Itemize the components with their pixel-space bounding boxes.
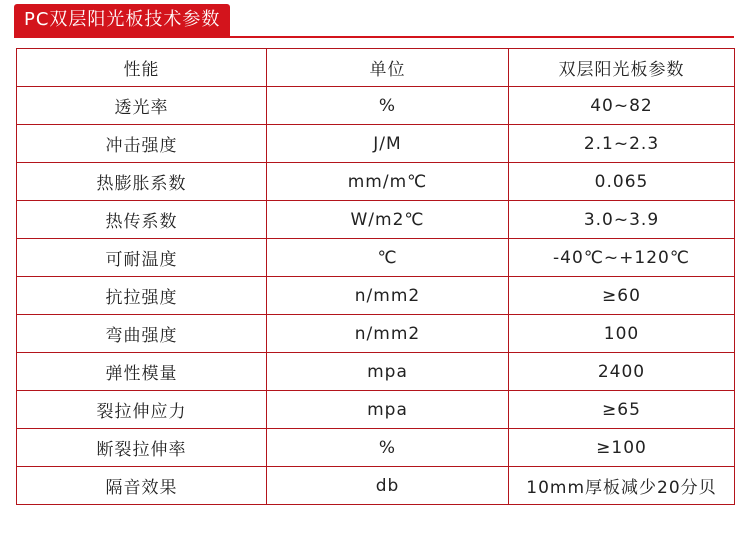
table-row bbox=[17, 125, 735, 163]
unit-cell: ℃ bbox=[267, 239, 509, 277]
value-cell: 2.1~2.3 bbox=[509, 125, 735, 163]
property-cell: 热膨胀系数 bbox=[17, 163, 267, 201]
unit-cell: n/mm2 bbox=[267, 277, 509, 315]
value-cell: 3.0~3.9 bbox=[509, 201, 735, 239]
value-cell: 10mm厚板减少20分贝 bbox=[509, 467, 735, 505]
unit-cell: % bbox=[267, 87, 509, 125]
table-row bbox=[17, 391, 735, 429]
value-cell: ≥100 bbox=[509, 429, 735, 467]
value-cell: 100 bbox=[509, 315, 735, 353]
unit-cell: n/mm2 bbox=[267, 315, 509, 353]
table-row bbox=[17, 163, 735, 201]
table-row bbox=[17, 429, 735, 467]
unit-cell: % bbox=[267, 429, 509, 467]
header-cell-unit: 单位 bbox=[267, 49, 509, 87]
value-cell: 2400 bbox=[509, 353, 735, 391]
table-header-row bbox=[17, 49, 735, 87]
header-cell-value: 双层阳光板参数 bbox=[509, 49, 735, 87]
title-underline bbox=[14, 36, 734, 38]
table-row bbox=[17, 277, 735, 315]
table-row bbox=[17, 467, 735, 505]
value-cell: ≥65 bbox=[509, 391, 735, 429]
unit-cell: J/M bbox=[267, 125, 509, 163]
unit-cell: db bbox=[267, 467, 509, 505]
property-cell: 隔音效果 bbox=[17, 467, 267, 505]
property-cell: 抗拉强度 bbox=[17, 277, 267, 315]
table-row bbox=[17, 315, 735, 353]
property-cell: 可耐温度 bbox=[17, 239, 267, 277]
page-title: PC双层阳光板技术参数 bbox=[14, 4, 230, 36]
table-row bbox=[17, 239, 735, 277]
property-cell: 透光率 bbox=[17, 87, 267, 125]
unit-cell: mpa bbox=[267, 353, 509, 391]
table-row bbox=[17, 87, 735, 125]
table-row bbox=[17, 353, 735, 391]
property-cell: 弹性模量 bbox=[17, 353, 267, 391]
value-cell: -40℃~+120℃ bbox=[509, 239, 735, 277]
property-cell: 冲击强度 bbox=[17, 125, 267, 163]
value-cell: ≥60 bbox=[509, 277, 735, 315]
value-cell: 0.065 bbox=[509, 163, 735, 201]
property-cell: 弯曲强度 bbox=[17, 315, 267, 353]
value-cell: 40~82 bbox=[509, 87, 735, 125]
header-cell-property: 性能 bbox=[17, 49, 267, 87]
property-cell: 断裂拉伸率 bbox=[17, 429, 267, 467]
unit-cell: W/m2℃ bbox=[267, 201, 509, 239]
unit-cell: mpa bbox=[267, 391, 509, 429]
property-cell: 热传系数 bbox=[17, 201, 267, 239]
table-row bbox=[17, 201, 735, 239]
spec-table bbox=[16, 48, 735, 505]
unit-cell: mm/m℃ bbox=[267, 163, 509, 201]
property-cell: 裂拉伸应力 bbox=[17, 391, 267, 429]
